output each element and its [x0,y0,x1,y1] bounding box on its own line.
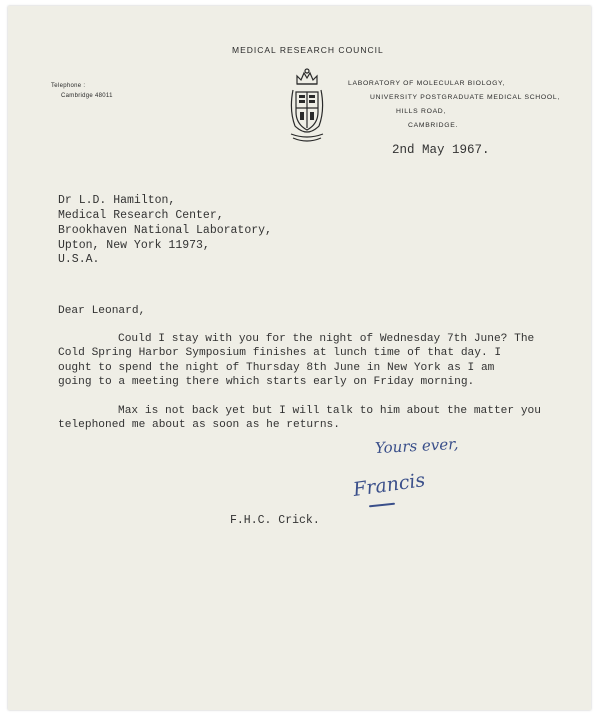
royal-coat-of-arms-icon [287,68,327,144]
telephone-number: Cambridge 48011 [61,93,113,99]
recipient-line: U.S.A. [58,253,100,266]
recipient-line: Medical Research Center, [58,209,224,222]
body-line: Could I stay with you for the night of Wednesday 7th June? The [118,333,535,345]
letterhead-address-line: CAMBRIDGE. [408,122,459,129]
recipient-line: Dr L.D. Hamilton, [58,194,176,207]
letterhead-council: MEDICAL RESEARCH COUNCIL [232,45,384,55]
letterhead-address-line: UNIVERSITY POSTGRADUATE MEDICAL SCHOOL, [370,94,560,101]
letter-paper [8,6,591,710]
body-line: going to a meeting there which starts early on Friday morning. [58,376,475,388]
signature-underline [369,503,395,508]
letterhead-address-line: HILLS ROAD, [396,108,447,115]
handwritten-closing: Yours ever, [374,434,459,458]
body-line: telephoned me about as soon as he returns. [58,419,340,431]
letter-date: 2nd May 1967. [392,143,490,157]
signer-name: F.H.C. Crick. [230,514,320,527]
salutation: Dear Leonard, [58,305,146,317]
body-line: Max is not back yet but I will talk to him about the matter you [118,405,541,417]
handwritten-signature: Francis [351,469,427,501]
body-line: Cold Spring Harbor Symposium finishes at lunch time of that day. I [58,347,502,359]
recipient-line: Brookhaven National Laboratory, [58,224,272,237]
recipient-line: Upton, New York 11973, [58,239,210,252]
letterhead-address-line: LABORATORY OF MOLECULAR BIOLOGY, [348,80,505,87]
telephone-label: Telephone : [51,83,86,89]
body-line: ought to spend the night of Thursday 8th June in New York as I am [58,362,495,374]
